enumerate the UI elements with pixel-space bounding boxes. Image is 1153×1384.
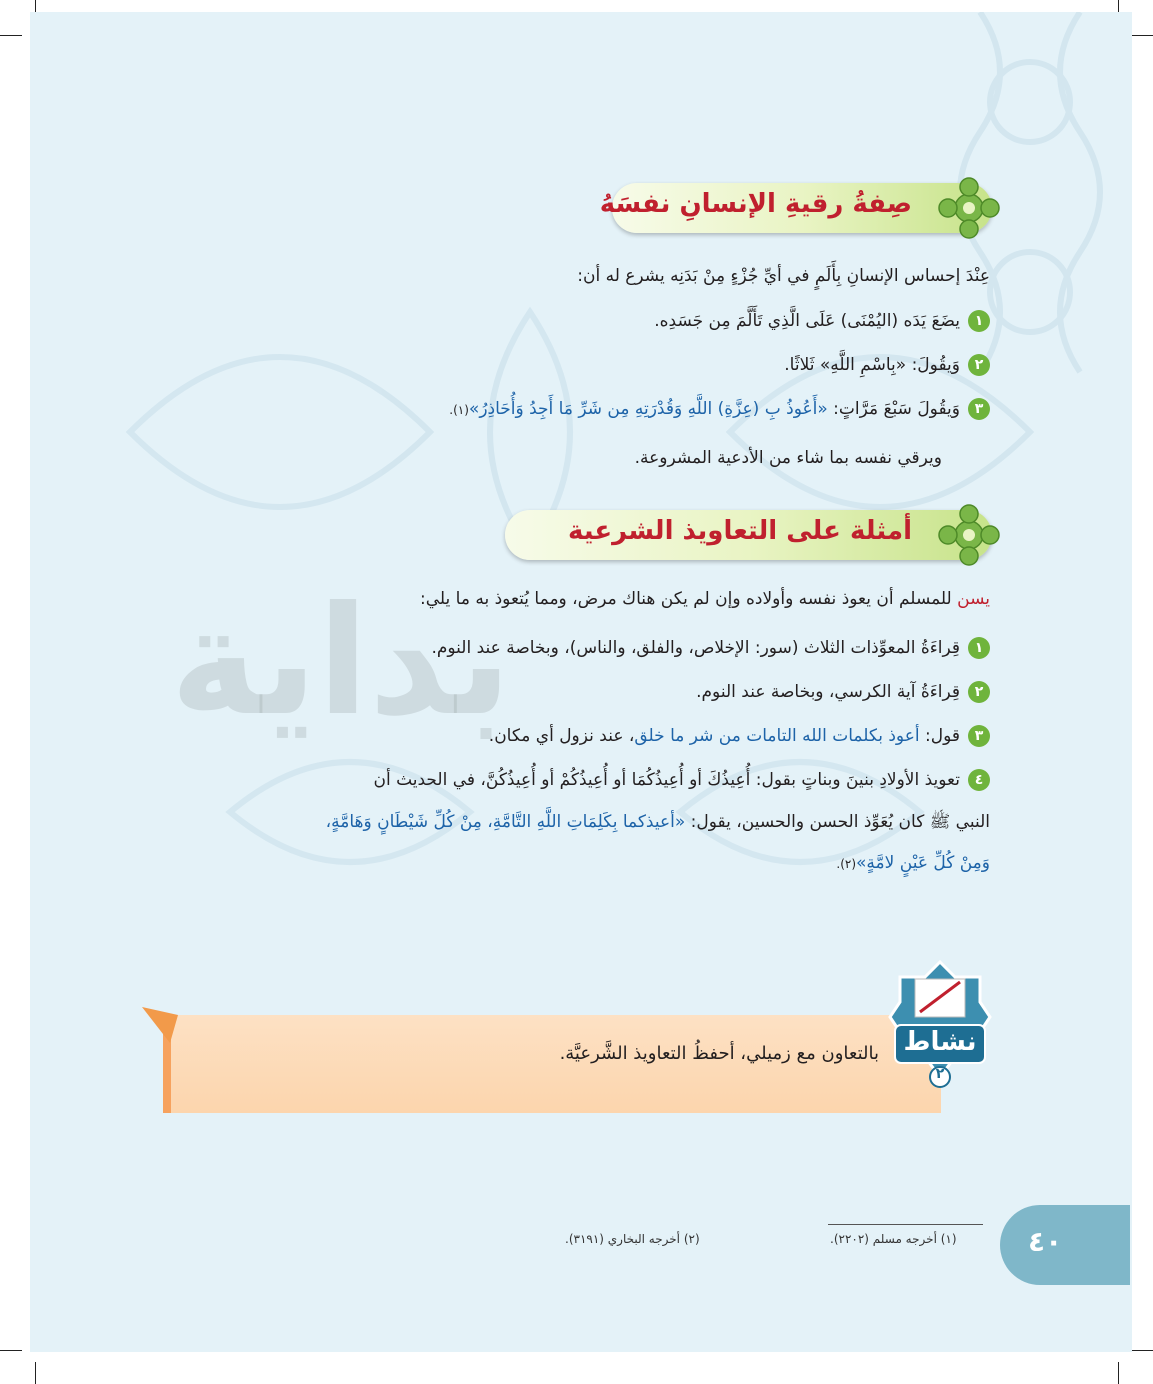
floral-ornament-icon (938, 177, 1000, 239)
section-title: صِفةُ رقيةِ الإنسانِ نفسَهُ (599, 189, 912, 219)
dua-quote: «أَعُوذُ بِ (عِزَّةِ) اللَّهِ وَقُدْرَتِهِ مِن شَرِّ مَا أَجِدُ وَأُحَاذِرُ» (468, 399, 828, 419)
item-text: يضَعَ يَدَه (اليُمْنَى) عَلَى الَّذِي تَأَلَّمَ مِن جَسَدِه. (654, 311, 960, 331)
section1-body (330, 258, 990, 498)
hadith-line (836, 853, 990, 873)
hadith-line (326, 811, 990, 836)
footnote-1: (١) أخرجه مسلم (٢٢٠٢). (830, 1232, 957, 1246)
crop-mark (35, 1362, 36, 1384)
dua-quote: أعوذ بكلمات الله التامات من شر ما خلق (634, 726, 920, 746)
crop-mark (0, 35, 22, 36)
intro-text (420, 589, 990, 609)
item-number: ١ (968, 310, 990, 332)
item-number: ١ (968, 637, 990, 659)
page-number: ٤٠ (1028, 1225, 1063, 1258)
crop-mark (1118, 1362, 1119, 1384)
section-heading-taweez (505, 510, 992, 560)
list-item (373, 769, 990, 791)
list-item (449, 398, 990, 420)
item-number: ٢ (968, 681, 990, 703)
activity-arrow-icon (140, 1005, 180, 1045)
page-number-tab (1000, 1205, 1130, 1285)
crop-mark (1130, 1350, 1153, 1351)
item-text: وَيقُولَ: «بِاسْمِ اللَّهِ» ثَلاثًا. (784, 355, 960, 375)
section-title: أمثلة على التعاويذ الشرعية (568, 516, 912, 546)
item-number: ٣ (968, 398, 990, 420)
activity-box (163, 1015, 941, 1113)
item-text: تعويذ الأولادِ بنينَ وبناتٍ بقول: أُعِيذُكَ أو أُعِيذُكُمَا أو أُعِيذُكُمْ أو أُعِيذُكُنَّ، في الحديث أن (373, 770, 960, 790)
footnote-2: (٢) أخرجه البخاري (٣١٩١). (565, 1232, 700, 1246)
floral-ornament-icon (938, 504, 1000, 566)
item-number: ٣ (968, 725, 990, 747)
intro-rest: للمسلم أن يعوذ نفسه وأولاده وإن لم يكن هناك مرض، ومما يُتعوذ به ما يلي: (420, 589, 958, 609)
watermark-text: بداية (170, 575, 512, 749)
item-text-after: ، عند نزول أي مكان. (488, 726, 635, 746)
activity-badge-number: ٢ (935, 1066, 945, 1082)
list-item (654, 310, 990, 332)
footnote-ref: (٢). (836, 857, 857, 871)
item-number: ٢ (968, 354, 990, 376)
list-item (784, 354, 990, 376)
footnote-ref: (١). (449, 403, 469, 417)
section2-body (150, 585, 990, 905)
activity-text: بالتعاون مع زميلي، أحفظُ التعاويذ الشَّرعيَّة. (559, 1043, 879, 1064)
hadith-quote: «أعيذكما بِكَلِمَاتِ اللَّهِ التَّامَّةِ، مِنْ كُلِّ شَيْطَانٍ وَهَامَّةٍ، (325, 812, 686, 832)
item-text: وَيقُولَ سَبْعَ مَرَّاتٍ: (827, 399, 960, 419)
list-item (696, 681, 990, 703)
closing-text: ويرقي نفسه بما شاء من الأدعية المشروعة. (634, 448, 942, 468)
hadith-quote: وَمِنْ كُلِّ عَيْنٍ لامَّةٍ» (856, 853, 990, 873)
intro-text: عِنْدَ إحساس الإنسانِ بِأَلَمٍ في أيِّ جُزْءٍ مِنْ بَدَنِه يشرع له أن: (577, 266, 990, 286)
section-heading-rugya (599, 183, 992, 233)
intro-highlight: يسن (957, 589, 990, 609)
item-text: قِراءَةُ المعوِّذات الثلاث (سور: الإخلاص، والفلق، والناس)، وبخاصة عند النوم. (431, 638, 960, 658)
list-item (489, 725, 990, 747)
footnote-separator (828, 1224, 983, 1225)
item-text: قول: (919, 726, 960, 746)
crop-mark (0, 1350, 22, 1351)
activity-badge (885, 957, 995, 1097)
item-text: قِراءَةُ آية الكرسي، وبخاصة عند النوم. (696, 682, 960, 702)
hadith-intro: النبي ﷺ كان يُعَوِّذ الحسن والحسين، يقول: (685, 812, 990, 832)
crop-mark (1130, 35, 1153, 36)
list-item (431, 637, 990, 659)
item-number: ٤ (968, 769, 990, 791)
activity-badge-label: نشاط (903, 1027, 977, 1057)
